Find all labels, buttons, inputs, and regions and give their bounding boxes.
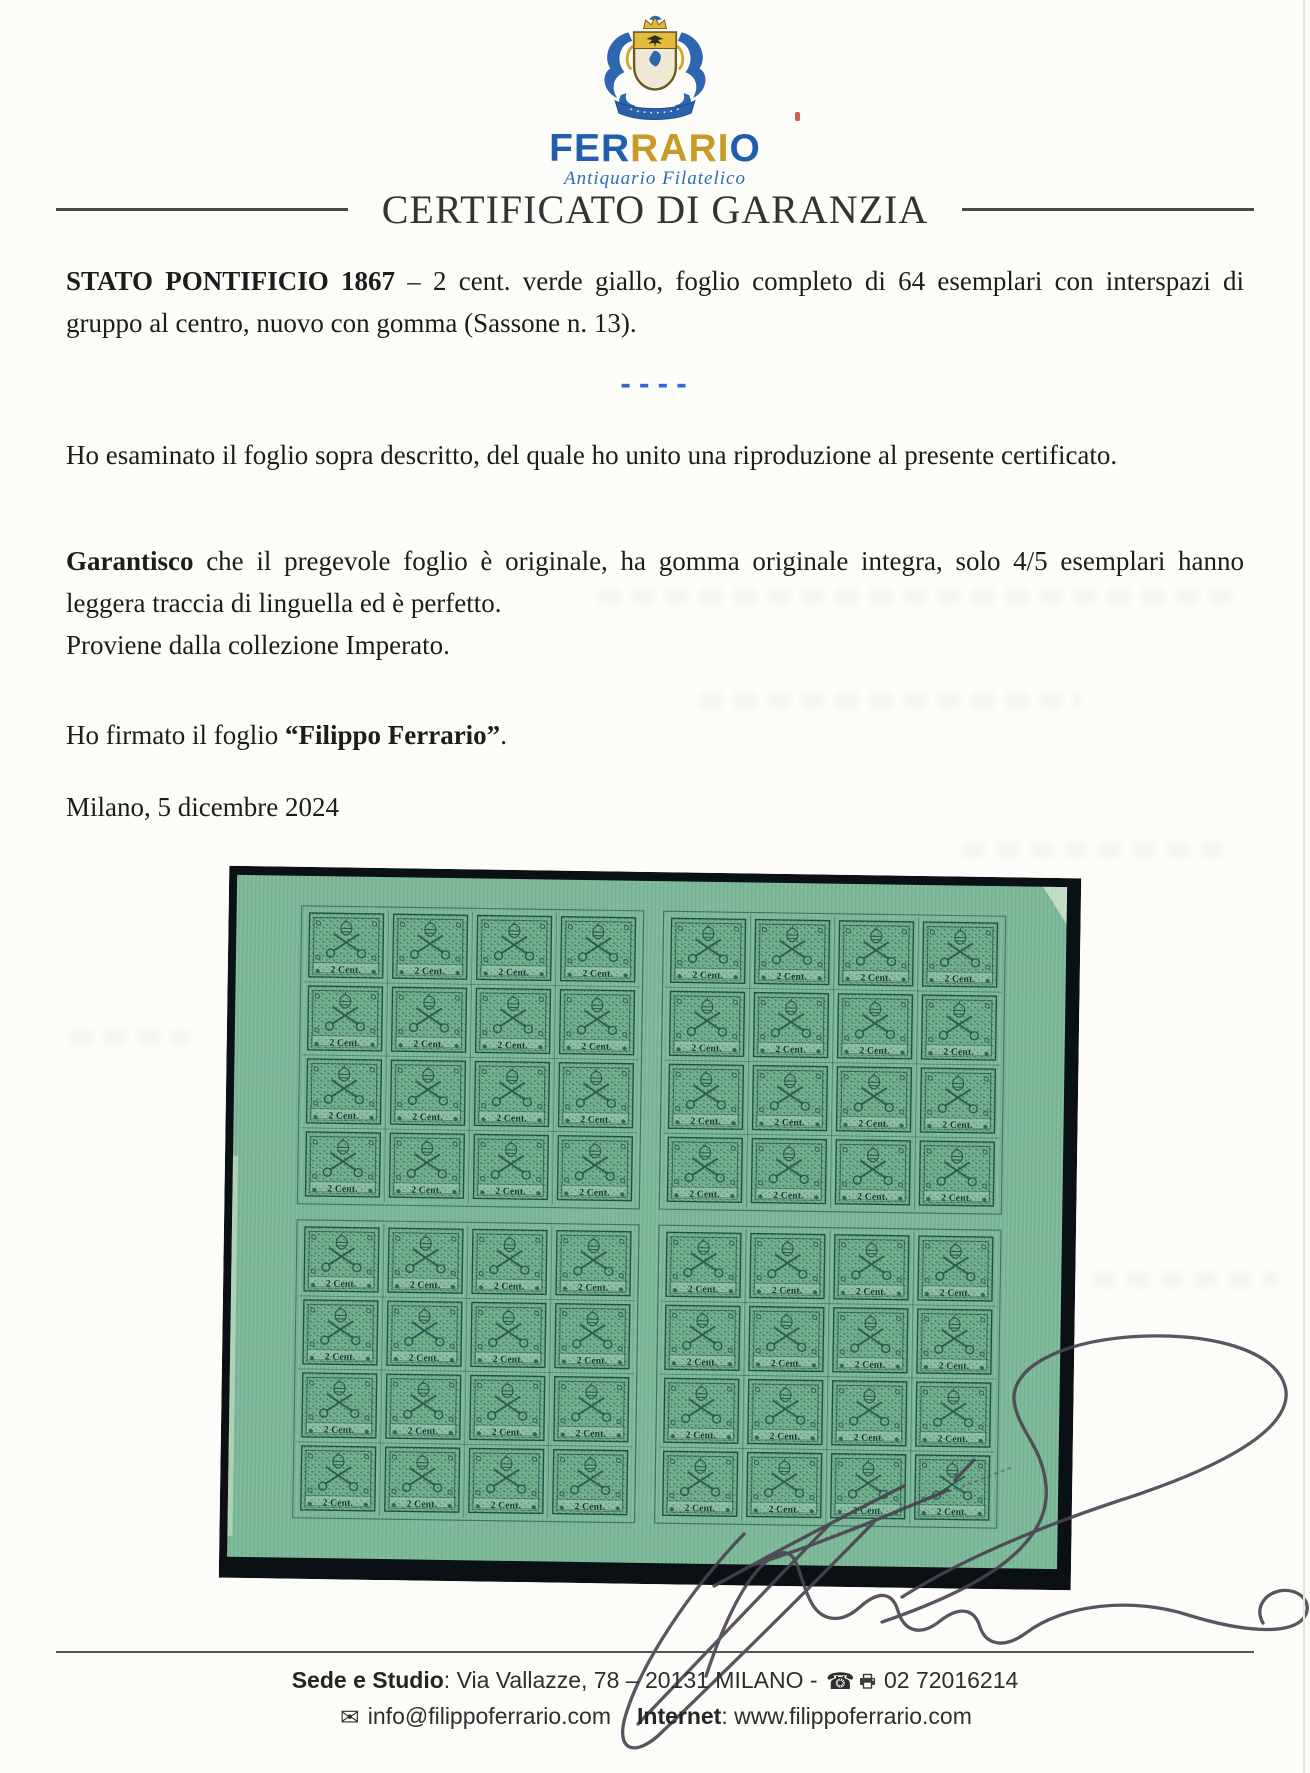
stamp xyxy=(305,1132,380,1197)
stamp xyxy=(475,1061,550,1126)
stamp xyxy=(667,1137,742,1202)
stamp xyxy=(388,1228,463,1293)
provenance-line: Proviene dalla collezione Imperato. xyxy=(66,630,450,660)
stamp xyxy=(389,1133,464,1198)
fax-icon xyxy=(859,1668,876,1695)
stamp xyxy=(472,1229,547,1294)
bleedthrough-ghost xyxy=(700,693,1080,708)
stamp-sheet-svg xyxy=(219,866,1081,1591)
stamp xyxy=(670,991,745,1056)
stamp xyxy=(666,1232,741,1297)
stamp xyxy=(301,1446,376,1511)
bleedthrough-ghost xyxy=(70,1030,190,1045)
footer-phone-number: 02 72016214 xyxy=(883,1667,1019,1693)
stamp xyxy=(391,1060,466,1125)
stamp xyxy=(839,921,914,986)
stamp xyxy=(471,1302,546,1367)
footer-address-line: Sede e Studio: Via Vallazze, 78 – 20131 MILANO - ☎ 02 72016214 xyxy=(291,1667,1019,1694)
stamp xyxy=(918,1236,993,1301)
stamp xyxy=(469,1448,544,1513)
stamp xyxy=(553,1450,628,1515)
stamp xyxy=(558,1063,633,1128)
stamp xyxy=(836,1067,911,1132)
stamp xyxy=(555,1304,630,1369)
stamp xyxy=(665,1305,740,1370)
paragraph-examined: Ho esaminato il foglio sopra descritto, del quale ho unito una riproduzione al presente certificato. xyxy=(66,440,1118,470)
stamp xyxy=(917,1309,992,1374)
stamp xyxy=(833,1308,908,1373)
stamp xyxy=(387,1301,462,1366)
stamp xyxy=(473,1134,548,1199)
stamp xyxy=(304,1227,379,1292)
title-rule-right xyxy=(962,208,1254,211)
email-icon: ✉ xyxy=(340,1704,360,1730)
stamp xyxy=(560,990,635,1055)
bleedthrough-ghost xyxy=(963,842,1223,857)
stamp-sheet-photo xyxy=(219,866,1081,1591)
section-divider-dashes: ---- xyxy=(617,370,693,400)
brand-tagline: Antiquario Filatelico xyxy=(564,168,746,189)
stamp xyxy=(919,1141,994,1206)
stamp xyxy=(664,1378,739,1443)
stamp xyxy=(749,1306,824,1371)
footer-contacts-line xyxy=(0,1703,1310,1730)
stamp xyxy=(554,1377,629,1442)
stamp xyxy=(385,1447,460,1512)
bleedthrough-ghost xyxy=(598,589,1244,604)
stamp xyxy=(838,994,913,1059)
stamp xyxy=(915,1455,990,1520)
stamp-issue-text: – 2 cent. verde giallo, foglio completo di 64 esemplari con interspazi di gruppo al centro, nuovo con gomma (Sassone n. 13). xyxy=(66,266,1244,338)
stamp xyxy=(663,1451,738,1516)
stamp xyxy=(557,1136,632,1201)
footer-address-label: Sede e Studio xyxy=(291,1667,444,1693)
dateline: Milano, 5 dicembre 2024 xyxy=(66,792,339,822)
stamp xyxy=(477,915,552,980)
stamp xyxy=(755,920,830,985)
brand-wordmark xyxy=(0,127,1310,171)
stamp xyxy=(392,987,467,1052)
stamp xyxy=(751,1139,826,1204)
stamp xyxy=(307,1059,382,1124)
stamp xyxy=(754,993,829,1058)
ferrario-crest-logo xyxy=(579,12,731,124)
stamp xyxy=(386,1374,461,1439)
stamp xyxy=(476,988,551,1053)
stamp xyxy=(922,995,997,1060)
stamp xyxy=(832,1381,907,1446)
stamp xyxy=(923,922,998,987)
paragraph-signed: Ho firmato il foglio “Filippo Ferrario”. xyxy=(66,720,507,750)
phone-icon: ☎ xyxy=(825,1668,855,1694)
stamp xyxy=(470,1375,545,1440)
paragraph-guarantee: Garantisco che il pregevole foglio è originale, ha gomma originale integra, solo 4/5 esemplari hanno leggera traccia di linguella ed è perfetto. Proviene dalla collezione Imperato. xyxy=(66,540,1244,666)
stamp xyxy=(752,1066,827,1131)
stamp xyxy=(303,1300,378,1365)
certificate-title: CERTIFICATO DI GARANZIA xyxy=(381,186,929,232)
scan-edge-line xyxy=(1303,0,1305,1773)
stamp xyxy=(916,1382,991,1447)
stamp xyxy=(748,1379,823,1444)
stamp xyxy=(302,1373,377,1438)
stamp xyxy=(561,917,636,982)
stamp xyxy=(920,1068,995,1133)
brand-part-blue-end: O xyxy=(729,127,761,170)
footer-internet-label: Internet xyxy=(637,1703,722,1729)
crest-wrap xyxy=(0,12,1310,124)
stamp xyxy=(750,1233,825,1298)
paragraph-description xyxy=(66,260,1244,344)
footer-rule xyxy=(56,1651,1254,1653)
dust-speck xyxy=(795,112,800,121)
footer-website: : www.filippoferrario.com xyxy=(721,1703,972,1729)
stamp-issue-title: STATO PONTIFICIO 1867 xyxy=(66,266,396,296)
stamp xyxy=(393,914,468,979)
certificate-title-row xyxy=(56,186,1254,232)
footer-email: info@filippoferrario.com xyxy=(367,1703,611,1729)
bleedthrough-ghost xyxy=(1093,1272,1278,1287)
stamp xyxy=(835,1140,910,1205)
stamp xyxy=(308,986,383,1051)
expert-name: “Filippo Ferrario” xyxy=(284,720,501,750)
brand-part-gold: RARI xyxy=(630,127,730,170)
stamp xyxy=(668,1064,743,1129)
brand-part-blue: FER xyxy=(549,127,631,170)
guarantee-keyword: Garantisco xyxy=(66,546,194,576)
stamp xyxy=(671,918,746,983)
stamp xyxy=(747,1452,822,1517)
title-rule-left xyxy=(56,208,348,211)
stamp xyxy=(556,1231,631,1296)
stamp xyxy=(831,1454,906,1519)
stamp xyxy=(309,913,384,978)
stamp xyxy=(834,1235,909,1300)
